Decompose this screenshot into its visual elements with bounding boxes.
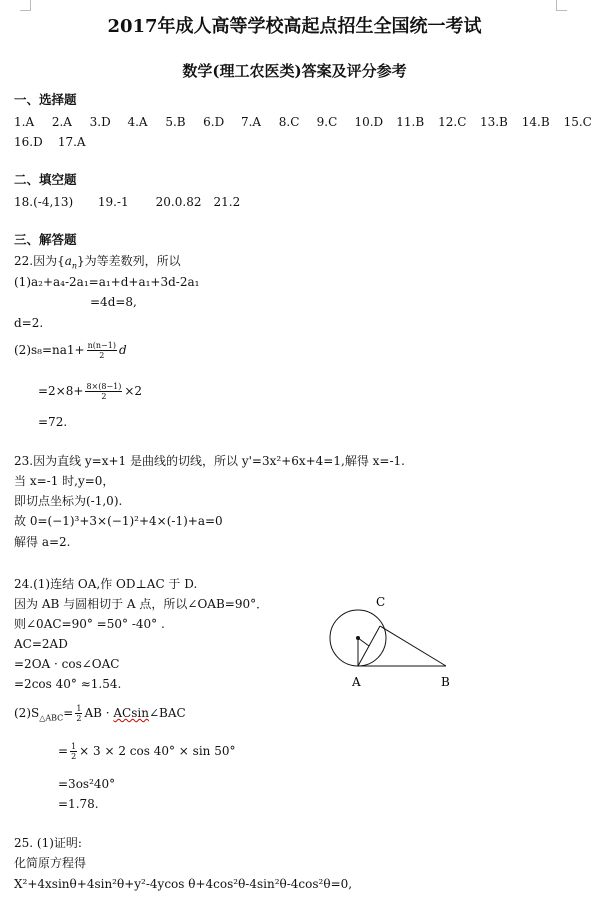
q22-intro-text: 22.因为{ [14, 254, 65, 268]
q23-line-2: 当 x=-1 时,y=0， [14, 474, 115, 488]
section-heading-choice: 一、选择题 [14, 92, 77, 107]
q22-line-5-text: =2×8+ [38, 384, 84, 398]
q24-line-9: =3os²40° [58, 777, 116, 791]
answer-item: 3.D [89, 115, 111, 129]
answer-item: 18.(-4,13) [14, 195, 74, 209]
q24-line-8-text: = [58, 744, 69, 758]
q24-line-8 [58, 742, 235, 761]
q22-line-1: (1)a₂+a₄-2a₁=a₁+d+a₁+3d-2a₁ [14, 275, 200, 289]
q24-line-7-text: AB · [84, 706, 114, 720]
q24-line-5: =2OA · cos∠OAC [14, 657, 120, 671]
answer-item: 9.C [316, 115, 338, 129]
q23-line-4: 故 0=(−1)³+3×(−1)²+4×(-1)+a=0 [14, 514, 223, 528]
point-label-c: C [376, 595, 386, 609]
q25-line-2: 化简原方程得 [14, 856, 87, 870]
answer-item: 17.A [57, 135, 86, 149]
fraction [87, 341, 117, 360]
q24-line-7-text: (2)S [14, 706, 40, 720]
choice-answers-row-1 [14, 114, 602, 130]
fraction-numerator: 1 [76, 704, 82, 713]
page-corner-mark [556, 0, 567, 11]
answer-item: 20.0.82 [155, 195, 202, 209]
q24-line-7-text: = [63, 706, 74, 720]
q22-line-4 [14, 341, 127, 360]
answer-item: 2.A [51, 115, 72, 129]
point-label-b: B [441, 675, 450, 689]
q22-line-6: =72. [38, 415, 68, 429]
q24-line-7 [14, 704, 186, 723]
segment-od [358, 638, 369, 646]
q22-line-4-text: (2)s₈=na1+ [14, 343, 85, 357]
answer-item: 5.B [165, 115, 186, 129]
q23-line-5: 解得 a=2. [14, 535, 71, 549]
answer-item: 10.D [354, 115, 384, 129]
fraction-denominator: 2 [71, 752, 77, 761]
q24-line-7-sub: △ABC [39, 713, 64, 723]
q24-line-3: 则∠0AC=90° =50° -40° . [14, 617, 165, 631]
page-corner-mark [20, 0, 31, 11]
fraction [85, 382, 122, 401]
q24-line-7-spellcheck-text: ACsin [113, 706, 149, 720]
q24-line-1: 24.(1)连结 OA,作 OD⊥AC 于 D. [14, 577, 198, 591]
answer-item: 4.A [127, 115, 148, 129]
answer-item: 21.2 [213, 195, 241, 209]
q22-line-2: =4d=8, [90, 295, 137, 309]
choice-answers-row-2 [14, 134, 98, 150]
q23-line-3: 即切点坐标为(-1,0). [14, 494, 123, 508]
q25-line-3: X²+4xsinθ+4sin²θ+y²-4ycos θ+4cos²θ-4sin²θ-4cos²θ=0, [14, 877, 353, 891]
q22-line-5-text: ×2 [124, 384, 143, 398]
q22-intro-sub: n [71, 261, 78, 271]
fraction-denominator: 2 [101, 392, 107, 401]
fill-answers-row [14, 194, 253, 210]
answer-item: 8.C [278, 115, 300, 129]
point-label-a: A [352, 675, 361, 689]
q24-line-8-text: × 3 × 2 cos 40° × sin 50° [79, 744, 236, 758]
section-heading-solve: 三、解答题 [14, 232, 77, 247]
answer-item: 7.A [240, 115, 262, 129]
q22-line-3: d=2. [14, 316, 44, 330]
q24-line-2: 因为 AB 与圆相切于 A 点，所以∠OAB=90°． [14, 597, 269, 611]
q25-line-1: 25. (1)证明: [14, 836, 82, 850]
fraction [75, 704, 82, 723]
answer-item: 14.B [521, 115, 550, 129]
q22-line-4-var: d [118, 343, 127, 357]
answer-item: 13.B [479, 115, 508, 129]
fraction-denominator: 2 [76, 714, 82, 723]
q22-line-5 [38, 382, 142, 401]
document-subtitle: 数学(理工农医类)答案及评分参考 [182, 62, 407, 80]
fraction-denominator: 2 [99, 351, 105, 360]
fraction-numerator: 8×(8−1) [86, 382, 122, 391]
answer-item: 12.C [438, 115, 467, 129]
q22-intro-text: }为等差数列，所以 [77, 254, 181, 268]
q24-line-6: =2cos 40° ≈1.54. [14, 677, 122, 691]
section-heading-fill: 二、填空题 [14, 172, 77, 187]
segment-cb [380, 626, 446, 666]
document-title: 2017年成人高等学校高起点招生全国统一考试 [107, 16, 482, 37]
answer-item: 6.D [203, 115, 225, 129]
fraction-numerator: n(n−1) [87, 341, 116, 350]
fraction [70, 742, 77, 761]
answer-item: 15.C [563, 115, 592, 129]
q23-line-1: 23.因为直线 y=x+1 是曲线的切线，所以 y'=3x²+6x+4=1,解得 x=-1. [14, 454, 405, 468]
q22-intro-var: a [64, 254, 72, 268]
circle-center-point [356, 636, 360, 640]
q24-line-10: =1.78. [58, 797, 99, 811]
geometry-figure [328, 592, 458, 692]
answer-item: 11.B [396, 115, 425, 129]
q24-line-4: AC=2AD [14, 637, 68, 651]
answer-item: 1.A [14, 115, 35, 129]
fraction-numerator: 1 [71, 742, 77, 751]
answer-item: 19.-1 [97, 195, 129, 209]
q24-line-7-text: ∠BAC [148, 706, 186, 720]
answer-item: 16.D [14, 135, 43, 149]
q22-intro [14, 253, 181, 269]
